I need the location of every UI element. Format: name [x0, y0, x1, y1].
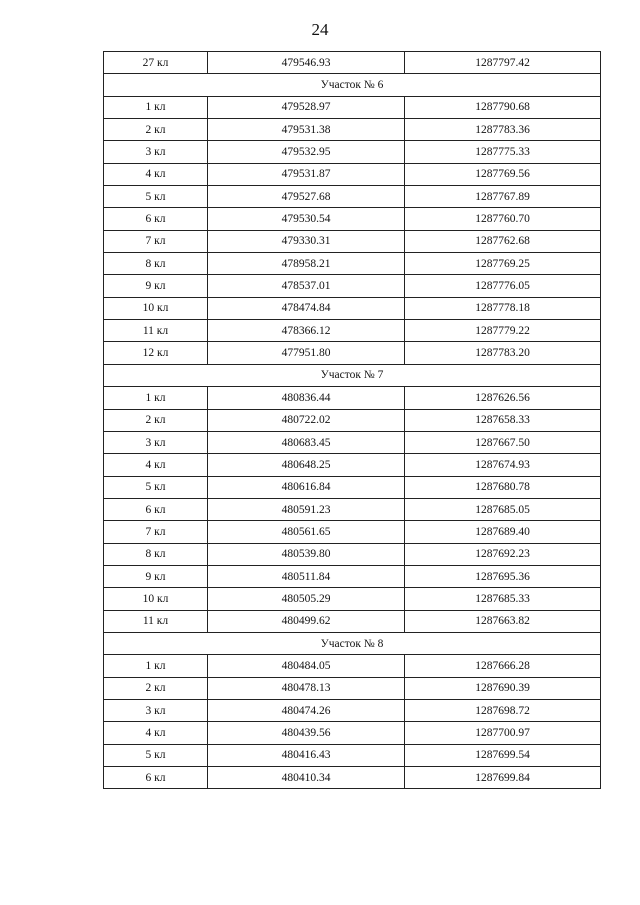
- point-label-cell: 3 кл: [104, 699, 208, 721]
- y-coordinate-cell: 1287692.23: [405, 543, 601, 565]
- point-label-cell: 2 кл: [104, 119, 208, 141]
- y-coordinate-cell: 1287698.72: [405, 699, 601, 721]
- y-coordinate-cell: 1287658.33: [405, 409, 601, 431]
- table-row: [104, 677, 601, 699]
- point-label-cell: 4 кл: [104, 163, 208, 185]
- table-row: [104, 320, 601, 342]
- table-row: [104, 655, 601, 677]
- point-label-cell: 8 кл: [104, 253, 208, 275]
- point-label-cell: 1 кл: [104, 96, 208, 118]
- x-coordinate-cell: 480484.05: [208, 655, 405, 677]
- table-row: [104, 96, 601, 118]
- point-label-cell: 2 кл: [104, 409, 208, 431]
- section-header-row: [104, 74, 601, 96]
- x-coordinate-cell: 480539.80: [208, 543, 405, 565]
- x-coordinate-cell: 479532.95: [208, 141, 405, 163]
- table-row: [104, 476, 601, 498]
- table-row: [104, 52, 601, 74]
- y-coordinate-cell: 1287667.50: [405, 431, 601, 453]
- section-header-row: [104, 632, 601, 654]
- y-coordinate-cell: 1287783.20: [405, 342, 601, 364]
- y-coordinate-cell: 1287680.78: [405, 476, 601, 498]
- point-label-cell: 4 кл: [104, 454, 208, 476]
- table-row: [104, 588, 601, 610]
- y-coordinate-cell: 1287685.05: [405, 498, 601, 520]
- table-row: [104, 163, 601, 185]
- point-label-cell: 4 кл: [104, 722, 208, 744]
- table-row: [104, 722, 601, 744]
- point-label-cell: 9 кл: [104, 275, 208, 297]
- point-label-cell: 3 кл: [104, 431, 208, 453]
- point-label-cell: 6 кл: [104, 208, 208, 230]
- x-coordinate-cell: 480836.44: [208, 387, 405, 409]
- table-row: [104, 744, 601, 766]
- x-coordinate-cell: 480439.56: [208, 722, 405, 744]
- table-row: [104, 543, 601, 565]
- y-coordinate-cell: 1287762.68: [405, 230, 601, 252]
- point-label-cell: 6 кл: [104, 498, 208, 520]
- x-coordinate-cell: 479531.38: [208, 119, 405, 141]
- y-coordinate-cell: 1287695.36: [405, 565, 601, 587]
- table-row: [104, 297, 601, 319]
- point-label-cell: 5 кл: [104, 186, 208, 208]
- y-coordinate-cell: 1287778.18: [405, 297, 601, 319]
- table-row: [104, 230, 601, 252]
- table-row: [104, 454, 601, 476]
- point-label-cell: 1 кл: [104, 387, 208, 409]
- x-coordinate-cell: 478366.12: [208, 320, 405, 342]
- y-coordinate-cell: 1287700.97: [405, 722, 601, 744]
- table-row: [104, 186, 601, 208]
- table-row: [104, 699, 601, 721]
- table-row: [104, 141, 601, 163]
- y-coordinate-cell: 1287674.93: [405, 454, 601, 476]
- table-row: [104, 565, 601, 587]
- point-label-cell: 6 кл: [104, 767, 208, 789]
- x-coordinate-cell: 480478.13: [208, 677, 405, 699]
- section-header-row: [104, 364, 601, 386]
- y-coordinate-cell: 1287690.39: [405, 677, 601, 699]
- point-label-cell: 5 кл: [104, 476, 208, 498]
- point-label-cell: 3 кл: [104, 141, 208, 163]
- point-label-cell: 12 кл: [104, 342, 208, 364]
- y-coordinate-cell: 1287685.33: [405, 588, 601, 610]
- coordinates-table-body: [104, 52, 601, 789]
- x-coordinate-cell: 480722.02: [208, 409, 405, 431]
- y-coordinate-cell: 1287779.22: [405, 320, 601, 342]
- x-coordinate-cell: 480591.23: [208, 498, 405, 520]
- table-row: [104, 767, 601, 789]
- y-coordinate-cell: 1287783.36: [405, 119, 601, 141]
- point-label-cell: 5 кл: [104, 744, 208, 766]
- x-coordinate-cell: 480499.62: [208, 610, 405, 632]
- y-coordinate-cell: 1287769.25: [405, 253, 601, 275]
- y-coordinate-cell: 1287775.33: [405, 141, 601, 163]
- point-label-cell: 11 кл: [104, 320, 208, 342]
- table-row: [104, 431, 601, 453]
- point-label-cell: 27 кл: [104, 52, 208, 74]
- y-coordinate-cell: 1287790.68: [405, 96, 601, 118]
- table-row: [104, 498, 601, 520]
- x-coordinate-cell: 480648.25: [208, 454, 405, 476]
- page-number: 24: [311, 20, 329, 39]
- point-label-cell: 8 кл: [104, 543, 208, 565]
- y-coordinate-cell: 1287666.28: [405, 655, 601, 677]
- x-coordinate-cell: 479531.87: [208, 163, 405, 185]
- table-row: [104, 610, 601, 632]
- x-coordinate-cell: 477951.80: [208, 342, 405, 364]
- y-coordinate-cell: 1287760.70: [405, 208, 601, 230]
- point-label-cell: 7 кл: [104, 521, 208, 543]
- x-coordinate-cell: 480616.84: [208, 476, 405, 498]
- x-coordinate-cell: 479546.93: [208, 52, 405, 74]
- section-title: Участок № 7: [104, 364, 601, 386]
- table-row: [104, 521, 601, 543]
- point-label-cell: 10 кл: [104, 297, 208, 319]
- x-coordinate-cell: 479527.68: [208, 186, 405, 208]
- y-coordinate-cell: 1287663.82: [405, 610, 601, 632]
- table-row: [104, 208, 601, 230]
- x-coordinate-cell: 480561.65: [208, 521, 405, 543]
- y-coordinate-cell: 1287776.05: [405, 275, 601, 297]
- x-coordinate-cell: 480416.43: [208, 744, 405, 766]
- x-coordinate-cell: 478958.21: [208, 253, 405, 275]
- x-coordinate-cell: 480683.45: [208, 431, 405, 453]
- y-coordinate-cell: 1287769.56: [405, 163, 601, 185]
- x-coordinate-cell: 480474.26: [208, 699, 405, 721]
- x-coordinate-cell: 480410.34: [208, 767, 405, 789]
- point-label-cell: 9 кл: [104, 565, 208, 587]
- table-row: [104, 275, 601, 297]
- point-label-cell: 11 кл: [104, 610, 208, 632]
- point-label-cell: 1 кл: [104, 655, 208, 677]
- section-title: Участок № 8: [104, 632, 601, 654]
- section-title: Участок № 6: [104, 74, 601, 96]
- y-coordinate-cell: 1287699.84: [405, 767, 601, 789]
- point-label-cell: 10 кл: [104, 588, 208, 610]
- x-coordinate-cell: 479530.54: [208, 208, 405, 230]
- y-coordinate-cell: 1287767.89: [405, 186, 601, 208]
- table-row: [104, 342, 601, 364]
- x-coordinate-cell: 478537.01: [208, 275, 405, 297]
- coordinates-table: [103, 51, 601, 789]
- point-label-cell: 7 кл: [104, 230, 208, 252]
- table-row: [104, 119, 601, 141]
- y-coordinate-cell: 1287626.56: [405, 387, 601, 409]
- table-row: [104, 409, 601, 431]
- y-coordinate-cell: 1287689.40: [405, 521, 601, 543]
- point-label-cell: 2 кл: [104, 677, 208, 699]
- x-coordinate-cell: 479330.31: [208, 230, 405, 252]
- x-coordinate-cell: 480511.84: [208, 565, 405, 587]
- table-row: [104, 387, 601, 409]
- x-coordinate-cell: 478474.84: [208, 297, 405, 319]
- x-coordinate-cell: 479528.97: [208, 96, 405, 118]
- y-coordinate-cell: 1287699.54: [405, 744, 601, 766]
- x-coordinate-cell: 480505.29: [208, 588, 405, 610]
- table-row: [104, 253, 601, 275]
- y-coordinate-cell: 1287797.42: [405, 52, 601, 74]
